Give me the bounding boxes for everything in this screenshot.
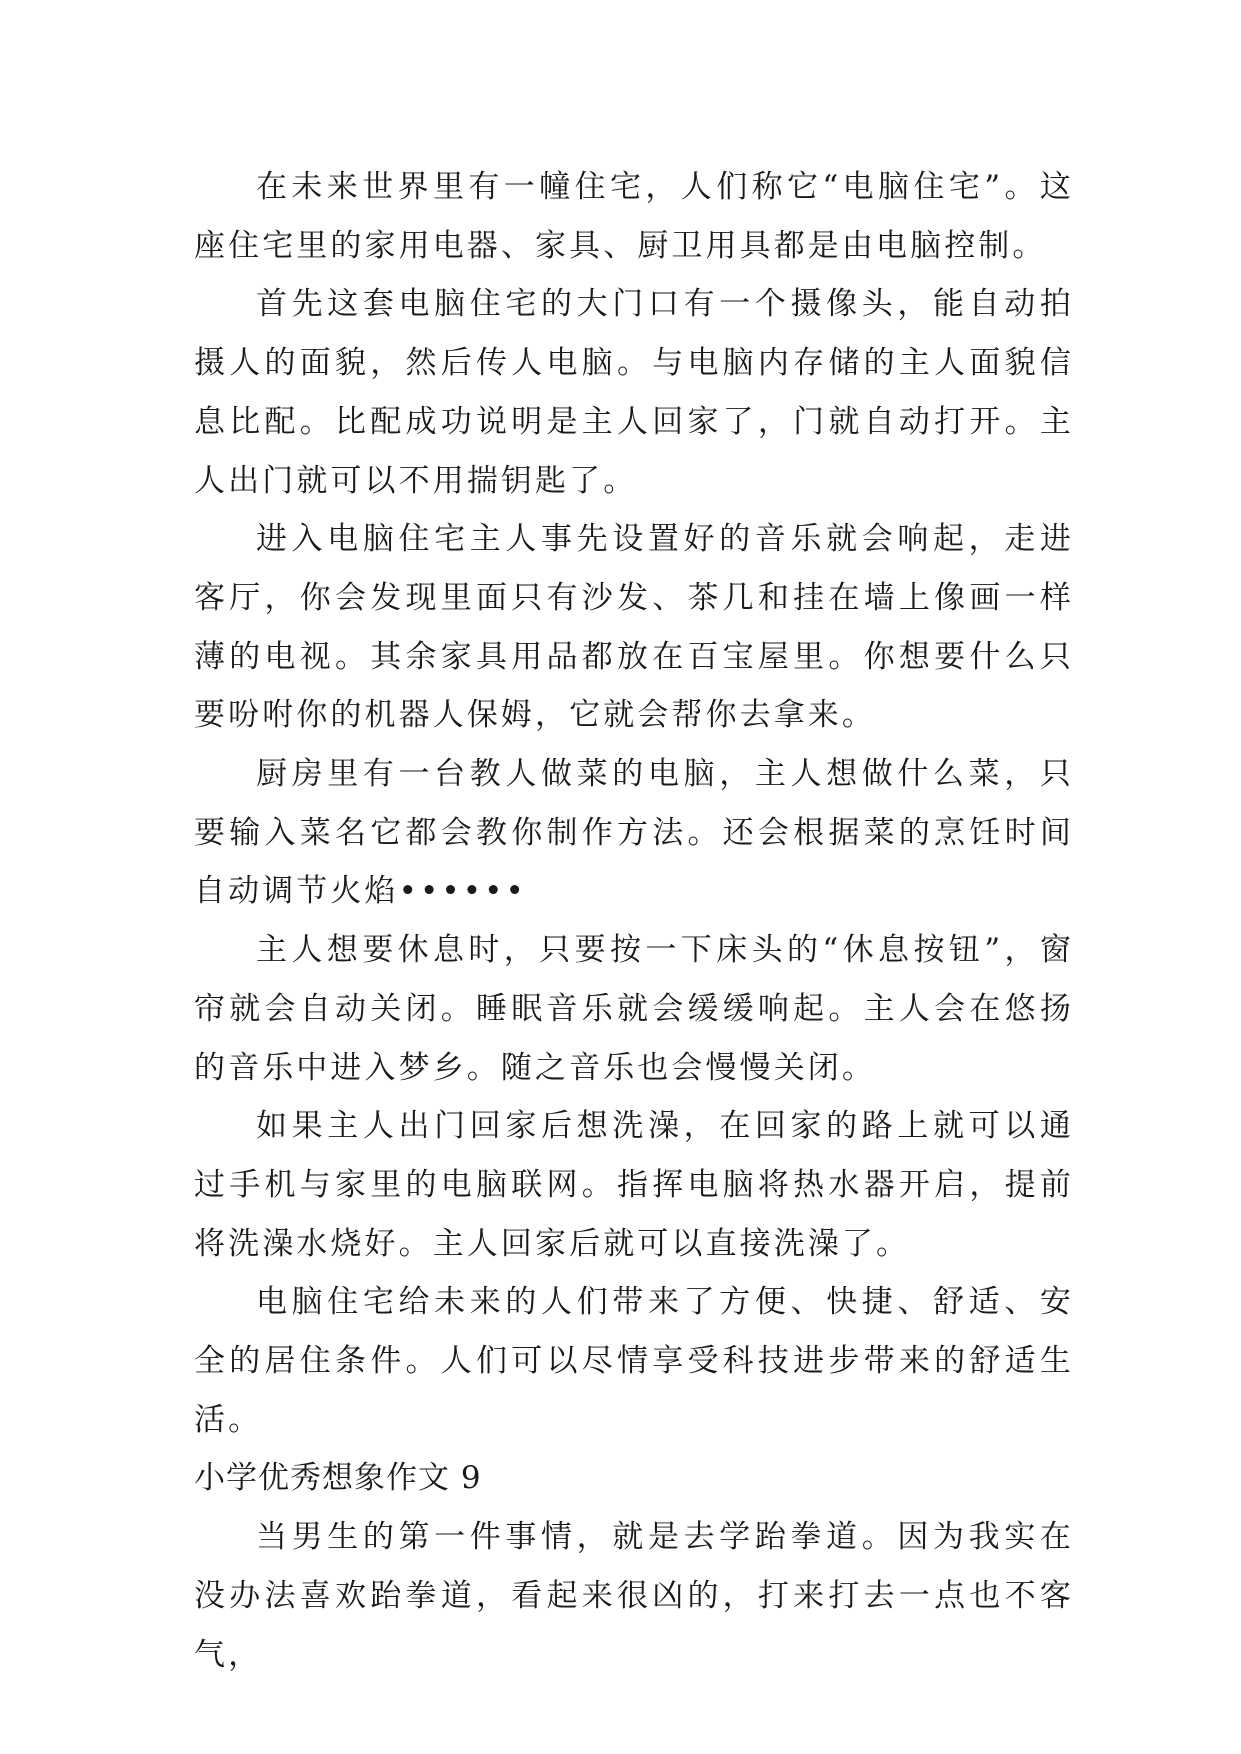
essay-body: [194, 158, 1074, 1684]
paragraph-front-door-camera: 首先这套电脑住宅的大门口有一个摄像头，能自动拍摄人的面貌，然后传人电脑。与电脑内存储的主人面貌信息比配。比配成功说明是主人回家了，门就自动打开。主人出门就可以不用揣钥匙了。: [194, 286, 1074, 499]
paragraph-bedroom: 主人想要休息时，只要按一下床头的“休息按钮”，窗帘就会自动关闭。睡眠音乐就会缓缓响起。主人会在悠扬的音乐中进入梦乡。随之音乐也会慢慢关闭。: [194, 932, 1074, 1086]
paragraph-conclusion: 电脑住宅给未来的人们带来了方便、快捷、舒适、安全的居住条件。人们可以尽情享受科技进步带来的舒适生活。: [194, 1284, 1074, 1438]
paragraph-living-room: 进入电脑住宅主人事先设置好的音乐就会响起，走进客厅，你会发现里面只有沙发、茶几和挂在墙上像画一样薄的电视。其余家具用品都放在百宝屋里。你想要什么只要吩咐你的机器人保姆，它就会帮你去拿来。: [194, 521, 1074, 734]
section-title: 小学优秀想象作文 9: [194, 1460, 482, 1497]
paragraph-computer-house-intro: 在未来世界里有一幢住宅，人们称它“电脑住宅”。这座住宅里的家用电器、家具、厨卫用具都是由电脑控制。: [194, 169, 1074, 264]
paragraph-bath: 如果主人出门回家后想洗澡，在回家的路上就可以通过手机与家里的电脑联网。指挥电脑将热水器开启，提前将洗澡水烧好。主人回家后就可以直接洗澡了。: [194, 1108, 1074, 1262]
paragraph-taekwondo: 当男生的第一件事情，就是去学跆拳道。因为我实在没办法喜欢跆拳道，看起来很凶的，打来打去一点也不客气，: [194, 1519, 1074, 1673]
paragraph-kitchen: 厨房里有一台教人做菜的电脑，主人想做什么菜，只要输入菜名它都会教你制作方法。还会根据菜的烹饪时间自动调节火焰••••••: [194, 756, 1074, 910]
